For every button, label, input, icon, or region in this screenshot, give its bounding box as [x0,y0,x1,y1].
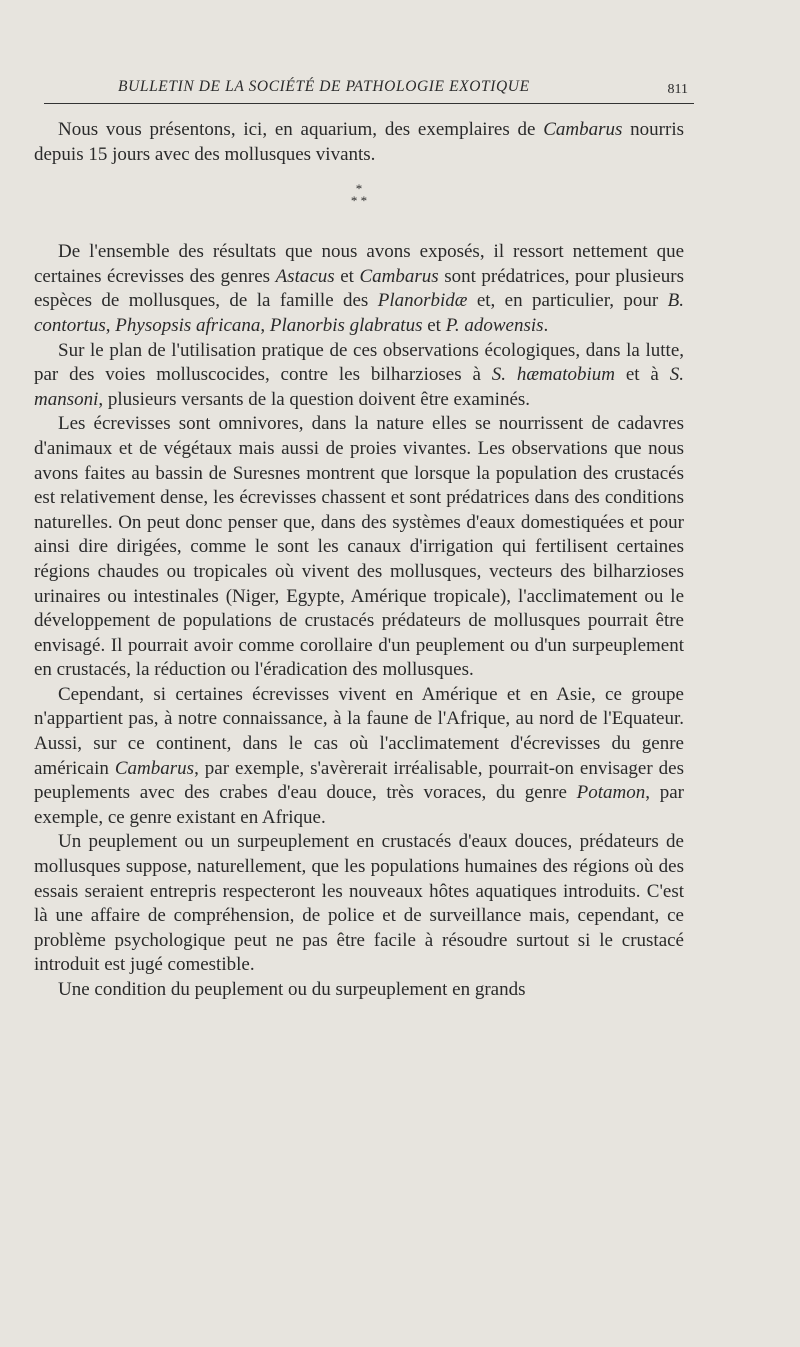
scientific-name: Planorbidæ [377,290,468,312]
body-text [34,118,684,1003]
paragraph [34,240,684,338]
scientific-name: Potamon [576,782,646,804]
scientific-name: Cambarus [114,757,195,779]
text-run: Cependant, si certaines écrevisses vivent en Amérique et en Asie, ce groupe n'appartient pas, à notre connaissance, à la faune de l'Afrique, au nord de l'Equateur. Aussi, sur ce continent, dans le cas où l'acclimatement d'écrevisses du genre américain [34,683,684,779]
text-run: Une condition du peuplement ou du surpeuplement en grands [58,979,526,1000]
text-run: et [422,314,446,336]
text-run: , [260,314,270,336]
text-run: Sur le plan de l'utilisation pratique de ces observations écologiques, dans la lutte, par des voies molluscocides, contre les bilharzioses à [34,339,684,386]
text-run: De l'ensemble des résultats que nous avons exposés, il ressort nettement que certaines écrevisses des genres [34,241,684,287]
text-run: sont prédatrices, pour plusieurs espèces de mollusques, de la famille des [34,265,684,312]
scientific-name: Astacus [275,265,335,287]
scientific-name: P. adowensis [445,314,544,336]
running-header [44,74,694,104]
page-number: 811 [667,82,688,97]
paragraph [34,339,684,413]
paragraph [34,412,684,683]
text-run: . [543,314,549,336]
running-title: BULLETIN DE LA SOCIÉTÉ DE PATHOLOGIE EXOTIQUE [118,78,530,95]
scientific-name: S. hæmatobium [491,364,616,386]
scientific-name: Cambarus [543,119,623,140]
text-run: , plusieurs versants de la question doivent être examinés. [98,388,531,410]
paragraph [34,118,684,167]
scientific-name: B. contortus [34,290,685,336]
text-run: Nous vous présentons, ici, en aquarium, des exemplaires de [58,119,544,140]
separator-star-top: * [355,181,363,197]
text-run: et à [615,364,670,386]
scientific-name: Planorbis glabratus [269,314,423,336]
text-run: , par exemple, s'avèrerait irréalisable, pourrait-on envisager des peuplements avec des crabes d'eau douce, très voraces, du genre [34,757,684,804]
text-run: nourris depuis 15 jours avec des mollusques vivants. [34,119,685,165]
scientific-name: S. mansoni [34,364,684,410]
paragraph [34,683,684,831]
scientific-name: Physopsis africana [115,314,261,336]
paragraph [34,978,684,1003]
section-separator [34,183,684,207]
scientific-name: Cambarus [359,265,439,287]
text-run: Un peuplement ou un surpeuplement en crustacés d'eaux douces, prédateurs de mollusques suppose, naturellement, que les populations humaines des régions où des essais seraient entrepris respecteront les nouveaux hôtes aquatiques introduits. C'est là une affaire de compréhension, de police et de surveillance mais, cependant, ce problème psychologique peut ne pas être facile à résoudre surtout si le crustacé introduit est jugé comestible. [34,831,684,976]
text-run: , par exemple, ce genre existant en Afrique. [34,782,684,828]
paragraph [34,830,684,978]
text-run: Les écrevisses sont omnivores, dans la nature elles se nourrissent de cadavres d'animaux et de végétaux mais aussi de proies vivantes. Les observations que nous avons faites au bassin de Suresnes montrent que lorsque la population des crustacés est relativement dense, les écrevisses chassent et sont prédatrices dans des conditions naturelles. On peut donc penser que, dans des systèmes d'eaux domestiquées et pour ainsi dire dirigées, comme le sont les canaux d'irrigation qui fertilisent certaines régions chaudes ou tropicales où vivent des mollusques, vecteurs des bilharzioses urinaires ou intestinales (Niger, Egypte, Amérique tropicale), l'acclimatement ou le développement de populations de crustacés prédateurs de mollusques pourrait être envisagé. Il pourrait avoir comme corollaire d'un peuplement ou d'un surpeuplement en crustacés, la réduction ou l'éradication des mollusques. [34,413,684,681]
text-run: , [105,314,116,336]
separator-star-bottom: * * [350,193,368,209]
header-rule [44,103,694,104]
text-run: et, en particulier, pour [467,290,668,312]
text-run: et [334,265,360,287]
